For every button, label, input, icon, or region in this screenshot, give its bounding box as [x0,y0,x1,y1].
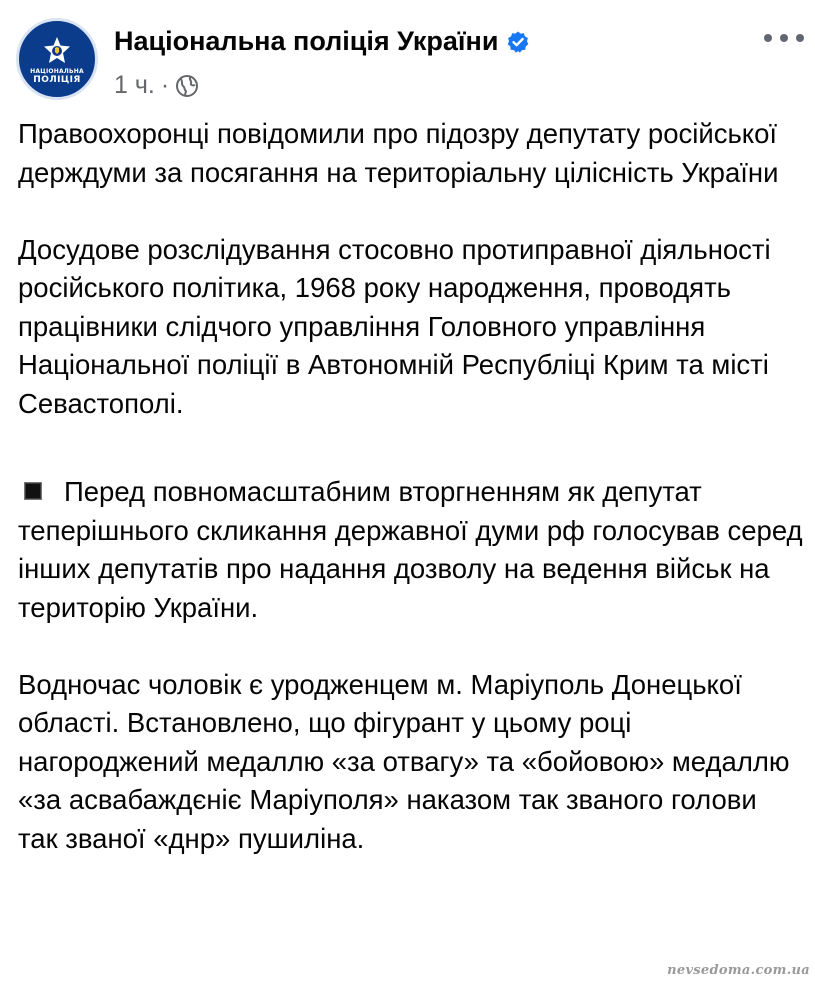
globe-icon[interactable] [175,74,199,98]
police-star-icon [42,36,72,66]
post-text [18,115,803,858]
more-options-icon [780,34,788,42]
post-paragraph-3-text: Перед повномасштабним вторгненням як депутат теперішнього скликання державної думи рф голосував серед інших депутатів про надання дозволу на ведення військ на територію України. [18,476,803,623]
meta-separator: · [160,71,170,99]
paragraph-spacer [18,192,803,231]
more-options-button[interactable] [764,28,804,48]
avatar-line-1: НАЦІОНАЛЬНА [30,67,84,75]
post-paragraph-3 [18,473,803,627]
more-options-icon [764,34,772,42]
post-meta [114,71,199,100]
page-name-row [114,26,530,57]
site-watermark: nevsedoma.com.ua [667,963,810,978]
more-options-icon [796,34,804,42]
post-timestamp[interactable]: 1 ч. [114,71,155,99]
avatar-logo-text [30,69,84,85]
page-name-link[interactable]: Національна поліція України [114,26,499,56]
black-square-icon [24,482,42,500]
page-avatar[interactable] [16,18,98,100]
post-paragraph-4: Водночас чоловік є уродженцем м. Маріуполь Донецької області. Встановлено, що фігурант у цьому році нагороджений медаллю «за отвагу» та «бойовою» медаллю «за асвабаждєніє Маріуполя» наказом так званого голови так званої «днр» пушиліна. [18,668,790,854]
verified-badge-icon [506,30,530,54]
post-header [16,14,806,106]
paragraph-spacer [18,423,803,473]
avatar-line-2: ПОЛІЦІЯ [33,74,81,85]
post-paragraph-2: Досудове розслідування стосовно протиправної діяльності російського політика, 1968 року народження, проводять працівники слідчого управління Головного управління Національної поліції в Автономній Республіці Крим та місті Севастополі. [18,233,771,419]
paragraph-spacer [18,627,803,666]
post-paragraph-1: Правоохоронці повідомили про підозру депутату російської держдуми за посягання на територіальну цілісність України [18,118,779,188]
